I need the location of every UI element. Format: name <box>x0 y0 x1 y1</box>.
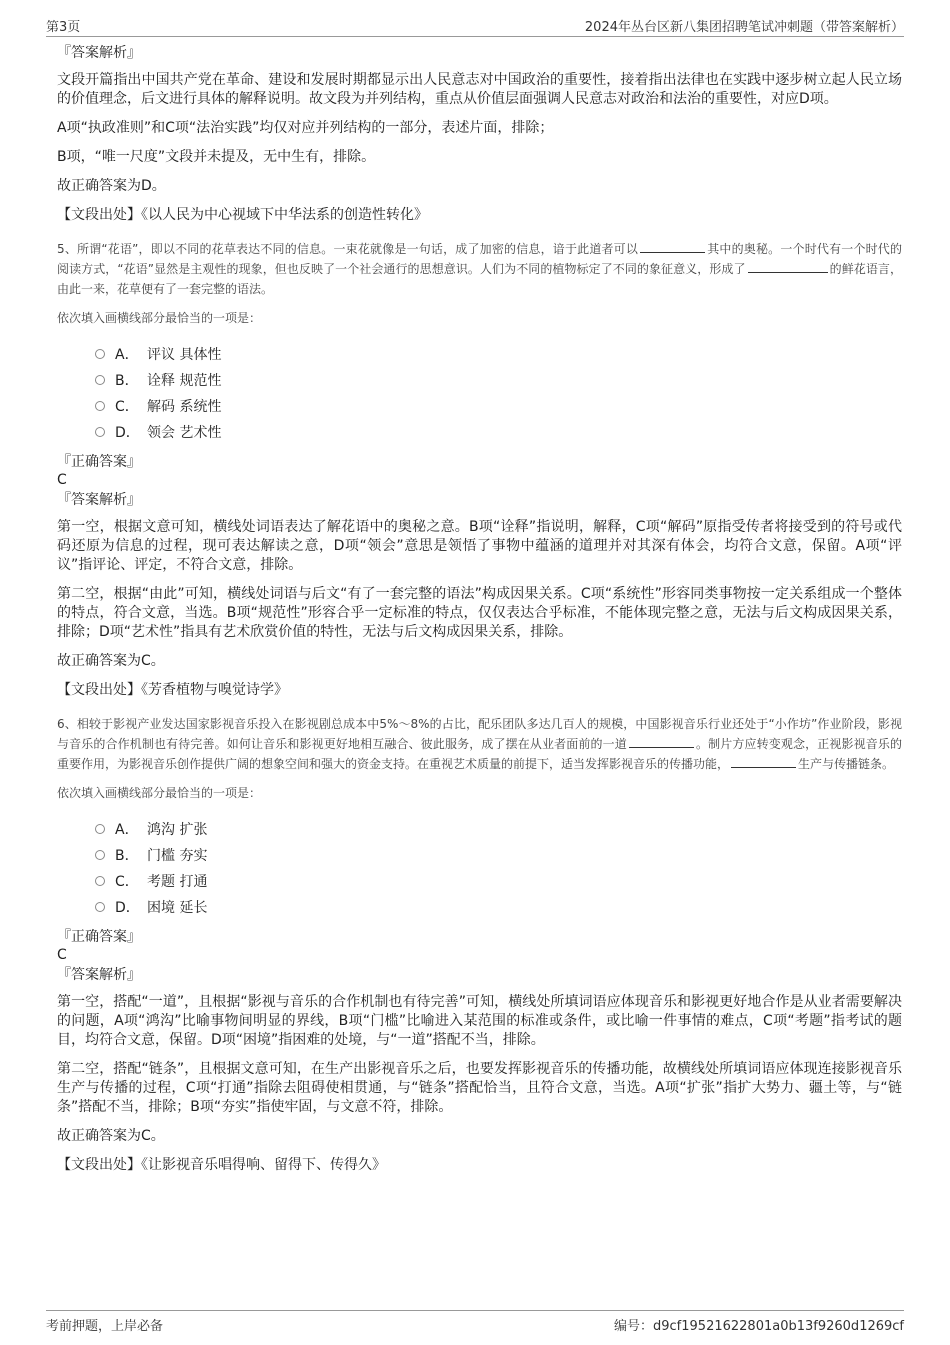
question-text: 。制片方应转变观念，正视影视音乐的重要作用，为影视音乐创作提供广阔的想象空间和强大的资金支持。在重视艺术质量的前提下，适当发挥影视音乐的传播功能， <box>57 737 902 771</box>
conclusion: 故正确答案为D。 <box>57 178 166 194</box>
analysis-paragraph: 第二空，根据“由此”可知，横线处词语与后文“有了一套完整的语法”构成因果关系。C项“系统性”形容同类事物按一定关系组成一个整体的特点，符合文意，当选。B项“规范性”形容合乎一定标准的特点，仅仅表达合乎标准，不能体现完整之意，无法与后文构成因果关系，排除；D项“艺术性”指具有艺术欣赏价值的特性，无法与后文构成因果关系，排除。 <box>57 586 902 640</box>
analysis-label: 『答案解析』 <box>57 967 141 983</box>
question-text: 其中的奥秘。一个时代有一个时代的阅读方式，“花语”显然是主观性的现象，但也反映了一个社会通行的思想意识。人们为不同的植物标定了不同的象征意义，形成了 <box>57 242 902 276</box>
radio-icon[interactable] <box>95 876 105 886</box>
analysis-label: 『答案解析』 <box>57 45 141 61</box>
question-prompt: 依次填入画横线部分最恰当的一项是： <box>57 311 262 325</box>
option-d[interactable]: D． 困境 延长 <box>95 894 902 920</box>
radio-icon[interactable] <box>95 427 105 437</box>
option-c[interactable]: C． 考题 打通 <box>95 868 902 894</box>
radio-icon[interactable] <box>95 401 105 411</box>
question-prompt: 依次填入画横线部分最恰当的一项是： <box>57 786 262 800</box>
conclusion: 故正确答案为C。 <box>57 1128 165 1144</box>
radio-icon[interactable] <box>95 375 105 385</box>
fill-blank <box>731 755 796 768</box>
correct-answer-label: 『正确答案』 <box>57 929 141 945</box>
conclusion: 故正确答案为C。 <box>57 653 165 669</box>
source-citation: 【文段出处】《让影视音乐唱得响、留得下、传得久》 <box>57 1157 386 1173</box>
radio-icon[interactable] <box>95 902 105 912</box>
analysis-paragraph: 第二空，搭配“链条”，且根据文意可知，在生产出影视音乐之后，也要发挥影视音乐的传播功能，故横线处所填词语应体现连接影视音乐生产与传播的过程，C项“打通”指除去阻碍使相贯通，与“链条”搭配恰当，且符合文意，当选。A项“扩张”指扩大势力、疆土等，与“链条”搭配不当，排除；B项“夯实”指使牢固，与文意不符，排除。 <box>57 1061 902 1115</box>
analysis-paragraph: B项，“唯一尺度”文段并未提及，无中生有，排除。 <box>57 149 376 165</box>
analysis-paragraph: 第一空，搭配“一道”，且根据“影视与音乐的合作机制也有待完善”可知，横线处所填词语应体现音乐和影视更好地合作是从业者需要解决的问题，A项“鸿沟”比喻事物间明显的界线，B项“门槛”比喻进入某范围的标准或条件，或比喻一件事情的难点，C项“考题”指考试的题目，均符合文意，保留。D项“困境”指困难的处境，与“一道”搭配不当，排除。 <box>57 994 902 1048</box>
radio-icon[interactable] <box>95 824 105 834</box>
page-header <box>46 14 904 37</box>
correct-answer-label: 『正确答案』 <box>57 454 141 470</box>
main-content <box>57 44 902 1189</box>
fill-blank <box>629 735 694 748</box>
document-id: 编号：d9cf19521622801a0b13f9260d1269cf <box>614 1319 904 1334</box>
analysis-label: 『答案解析』 <box>57 492 141 508</box>
document-title: 2024年丛台区新八集团招聘笔试冲刺题（带答案解析） <box>584 20 904 35</box>
question-6-options <box>95 816 902 920</box>
question-text: 生产与传播链条。 <box>798 757 895 771</box>
source-citation: 【文段出处】《以人民为中心视域下中华法系的创造性转化》 <box>57 207 428 223</box>
question-5-options <box>95 341 902 445</box>
option-a[interactable]: A． 评议 具体性 <box>95 341 902 367</box>
correct-answer: C <box>57 472 67 488</box>
page-number: 第3页 <box>46 20 81 35</box>
option-d[interactable]: D． 领会 艺术性 <box>95 419 902 445</box>
fill-blank <box>748 260 828 273</box>
footer-slogan: 考前押题，上岸必备 <box>46 1319 164 1334</box>
option-b[interactable]: B． 诠释 规范性 <box>95 367 902 393</box>
question-text: 5、所谓“花语”，即以不同的花草表达不同的信息。一束花就像是一句话，成了加密的信息，谙于此道者可以 <box>57 242 639 256</box>
fill-blank <box>640 240 705 253</box>
correct-answer: C <box>57 947 67 963</box>
question-5-stem <box>57 239 902 299</box>
source-citation: 【文段出处】《芳香植物与嗅觉诗学》 <box>57 682 288 698</box>
radio-icon[interactable] <box>95 349 105 359</box>
option-b[interactable]: B． 门槛 夯实 <box>95 842 902 868</box>
option-a[interactable]: A． 鸿沟 扩张 <box>95 816 902 842</box>
option-c[interactable]: C． 解码 系统性 <box>95 393 902 419</box>
question-text: 6、相较于影视产业发达国家影视音乐投入在影视剧总成本中5%～8%的占比，配乐团队多达几百人的规模，中国影视音乐行业还处于“小作坊”作业阶段，影视与音乐的合作机制也有待完善。如何让音乐和影视更好地相互融合、彼此服务，成了摆在从业者面前的一道 <box>57 717 902 751</box>
radio-icon[interactable] <box>95 850 105 860</box>
question-6-stem <box>57 714 902 774</box>
analysis-paragraph: A项“执政准则”和C项“法治实践”均仅对应并列结构的一部分，表述片面，排除； <box>57 120 554 136</box>
page-footer <box>46 1310 904 1335</box>
question-text: 的鲜花语言，由此一来，花草便有了一套完整的语法。 <box>57 262 902 296</box>
analysis-paragraph: 第一空，根据文意可知，横线处词语表达了解花语中的奥秘之意。B项“诠释”指说明，解释，C项“解码”原指受传者将接受到的符号或代码还原为信息的过程，现可表达解读之意，D项“领会”意思是领悟了事物中蕴涵的道理并对其深有体会，均符合文意，保留。A项“评议”指评论、评定，不符合文意，排除。 <box>57 519 902 573</box>
analysis-paragraph: 文段开篇指出中国共产党在革命、建设和发展时期都显示出人民意志对中国政治的重要性，接着指出法律也在实践中逐步树立起人民立场的价值理念，后文进行具体的解释说明。故文段为并列结构，重点从价值层面强调人民意志对政治和法治的重要性，对应D项。 <box>57 72 902 107</box>
